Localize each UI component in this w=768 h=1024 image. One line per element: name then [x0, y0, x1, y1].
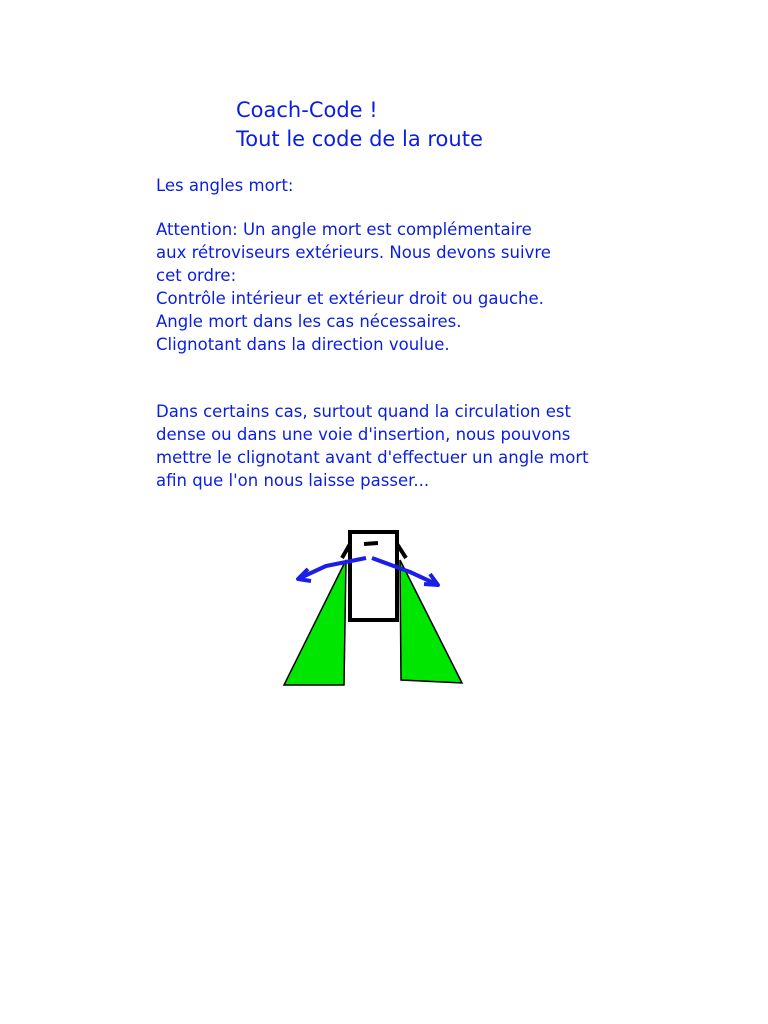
blind-spot-diagram — [270, 520, 470, 695]
text-line: mettre le clignotant avant d'effectuer un angle mort — [156, 448, 589, 467]
text-line: Attention: Un angle mort est complémentaire — [156, 220, 532, 239]
text-line: Dans certains cas, surtout quand la circulation est — [156, 402, 571, 421]
text-line: Contrôle intérieur et extérieur droit ou gauche. — [156, 289, 544, 308]
text-line: dense ou dans une voie d'insertion, nous pouvons — [156, 425, 571, 444]
text-line: afin que l'on nous laisse passer... — [156, 471, 430, 490]
page-title — [236, 96, 483, 154]
paragraph-tip — [156, 400, 589, 492]
text-line: Angle mort dans les cas nécessaires. — [156, 312, 462, 331]
car-windshield-mark — [364, 543, 378, 544]
title-line-2: Tout le code de la route — [236, 127, 483, 151]
text-line: Clignotant dans la direction voulue. — [156, 335, 450, 354]
text-line: aux rétroviseurs extérieurs. Nous devons suivre — [156, 243, 551, 262]
left-look-arrow-icon — [300, 558, 366, 578]
section-heading: Les angles mort: — [156, 176, 294, 195]
paragraph-rules — [156, 218, 551, 356]
left-blind-spot-zone — [284, 560, 346, 685]
text-line: cet ordre: — [156, 266, 237, 285]
title-line-1: Coach-Code ! — [236, 98, 378, 122]
